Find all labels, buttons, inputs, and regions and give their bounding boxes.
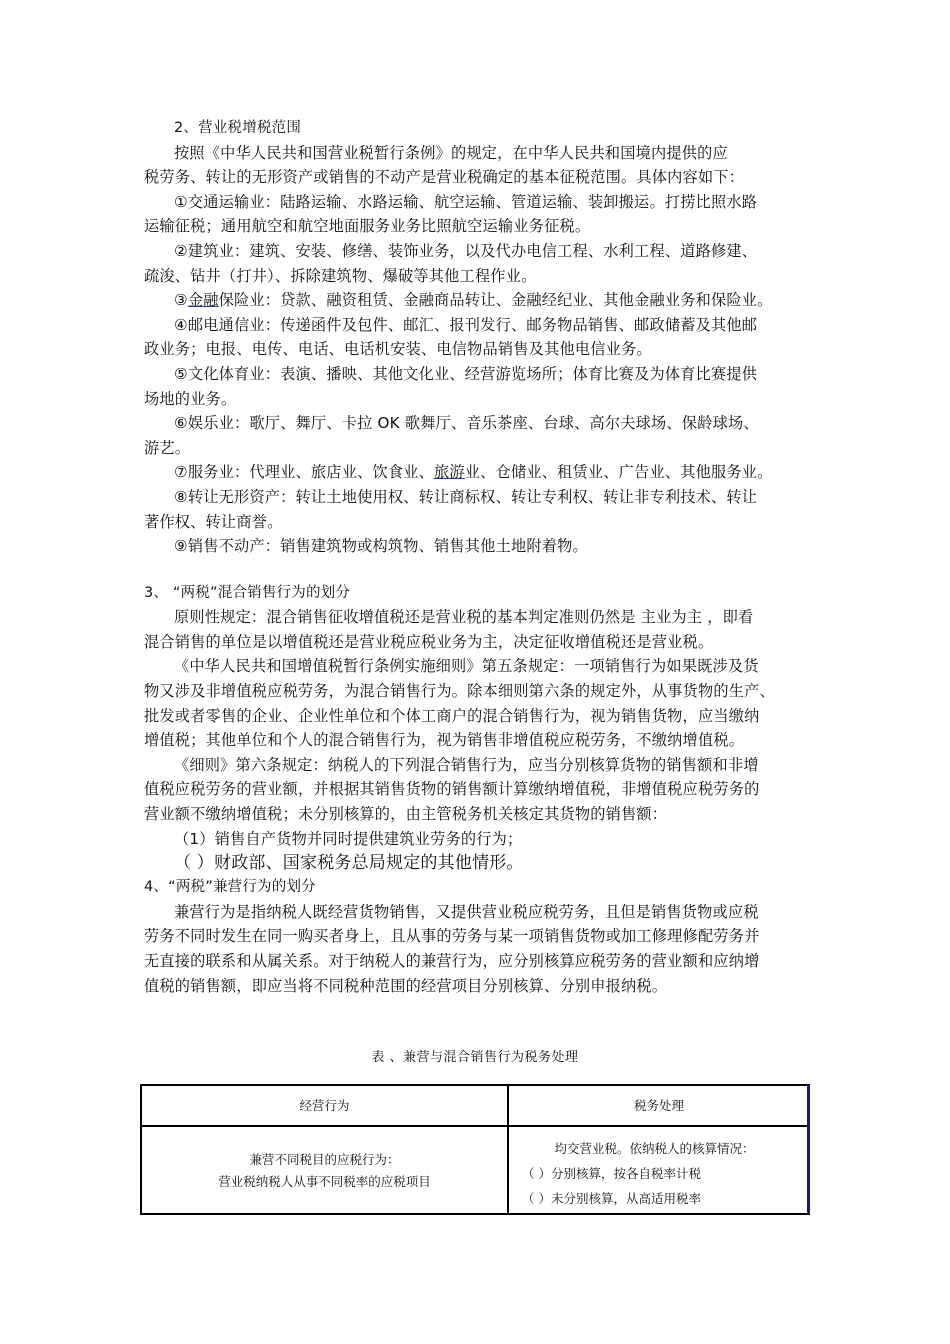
list-item-intangible-cont: 著作权、转让商誉。 bbox=[144, 512, 283, 531]
list-item-text: 业、仓储业、租赁业、广告业、其他服务业。 bbox=[464, 463, 773, 482]
list-item-entertainment-cont: 游艺。 bbox=[144, 438, 191, 457]
list-item-culture: ⑤文化体育业：表演、播映、其他文化业、经营游览场所；体育比赛及为体育比赛提供 bbox=[174, 364, 758, 383]
paragraph-line: 兼营行为是指纳税人既经营货物销售，又提供营业税应税劳务，且但是销售货物或应税 bbox=[174, 902, 759, 921]
spacer bbox=[144, 559, 816, 581]
section-3-heading: 3、 “两税”混合销售行为的划分 bbox=[144, 584, 351, 601]
cell-line: （ ）未分别核算，从高适用税率 bbox=[522, 1191, 701, 1206]
section-4-heading: 4、“两税”兼营行为的划分 bbox=[144, 879, 316, 896]
list-item-construction-cont: 疏浚、钻井（打井）、拆除建筑物、爆破等其他工程作业。 bbox=[144, 266, 537, 285]
paragraph-line: 增值税；其他单位和个人的混合销售行为，视为销售非增值税应税劳务，不缴纳增值税。 bbox=[144, 731, 745, 750]
paragraph-line: 劳务不同时发生在同一购买者身上，且从事的劳务与某一项销售货物或加工修理修配劳务并 bbox=[144, 927, 760, 946]
list-item-service bbox=[144, 460, 816, 485]
paragraph-line: 按照《中华人民共和国营业税暂行条例》的规定，在中华人民共和国境内提供的应 bbox=[174, 143, 728, 162]
list-item-culture-cont: 场地的业务。 bbox=[144, 389, 237, 408]
paragraph-line: 值税的销售额，即应当将不同税种范围的经营项目分别核算、分别申报纳税。 bbox=[144, 976, 668, 995]
cell-line: （ ）分别核算，按各自税率计税 bbox=[522, 1166, 701, 1181]
list-item-post-cont: 政业务；电报、电传、电话、电话机安装、电信物品销售及其他电信业务。 bbox=[144, 340, 652, 359]
section-2-heading: 2、营业税增税范围 bbox=[174, 120, 302, 136]
list-item-construction: ②建筑业：建筑、安装、修缮、装饰业务，以及代办电信工程、水利工程、道路修建、 bbox=[174, 241, 758, 260]
table-cell-activity bbox=[142, 1149, 507, 1193]
table-caption: 表 、兼营与混合销售行为税务处理 bbox=[371, 1050, 579, 1065]
paragraph-line: 税劳务、转让的无形资产或销售的不动产是营业税确定的基本征税范围。具体内容如下： bbox=[144, 168, 745, 187]
paragraph-line: 原则性规定：混合销售征收增值税还是营业税的基本判定准则仍然是 主业为主 ，即看 bbox=[174, 608, 754, 627]
table-header-tax-treatment: 税务处理 bbox=[633, 1098, 684, 1113]
paragraph-line: 营业额不缴纳增值税；未分别核算的，由主管税务机关核定其货物的销售额： bbox=[144, 805, 668, 824]
cell-line: 营业税纳税人从事不同税率的应税项目 bbox=[218, 1174, 431, 1189]
numbered-item: （1）销售自产货物并同时提供建筑业劳务的行为； bbox=[174, 829, 523, 848]
list-item-finance bbox=[144, 288, 816, 313]
document-body bbox=[144, 116, 816, 998]
list-item-text: 保险业：贷款、融资租赁、金融商品转让、金融经纪业、其他金融业务和保险业。 bbox=[218, 291, 773, 310]
paragraph-line: 物又涉及非增值税应税劳务，为混合销售行为。除本细则第六条的规定外，从事货物的生产、 bbox=[144, 682, 775, 701]
list-item-real-estate: ⑨销售不动产：销售建筑物或构筑物、销售其他土地附着物。 bbox=[174, 537, 588, 556]
list-item-entertainment: ⑥娱乐业：歌厅、舞厅、卡拉 OK 歌舞厅、音乐茶座、台球、高尔夫球场、保龄球场、 bbox=[174, 414, 759, 433]
table-cell-treatment bbox=[522, 1136, 807, 1211]
table-divider bbox=[142, 1125, 807, 1127]
cell-line: 兼营不同税目的应税行为： bbox=[249, 1152, 400, 1167]
list-item-transport: ①交通运输业：陆路运输、水路运输、航空运输、管道运输、装卸搬运。打捞比照水路 bbox=[174, 192, 758, 211]
list-item-post: ④邮电通信业：传递函件及包件、邮汇、报刊发行、邮务物品销售、邮政储蓄及其他邮 bbox=[174, 315, 758, 334]
table-header-business-activity: 经营行为 bbox=[299, 1098, 350, 1113]
paragraph-line: 混合销售的单位是以增值税还是营业税应税业务为主，决定征收增值税还是营业税。 bbox=[144, 632, 714, 651]
paragraph-line: 《中华人民共和国增值税暂行条例实施细则》第五条规定：一项销售行为如果既涉及货 bbox=[174, 657, 759, 676]
list-item-transport-cont: 运输征税；通用航空和航空地面服务业务比照航空运输业务征税。 bbox=[144, 217, 591, 236]
paragraph-line: 《细则》第六条规定：纳税人的下列混合销售行为，应当分别核算货物的销售额和非增 bbox=[174, 755, 759, 774]
tax-treatment-table bbox=[140, 1084, 810, 1215]
paragraph-line: 值税应税劳务的营业额，并根据其销售货物的销售额计算缴纳增值税，非增值税应税劳务的 bbox=[144, 780, 760, 799]
list-item-text: ⑦服务业：代理业、旅店业、饮食业、 bbox=[174, 463, 435, 482]
tourism-link[interactable]: 旅游 bbox=[434, 463, 465, 482]
paragraph-line: 无直接的联系和从属关系。对于纳税人的兼营行为，应分别核算应税劳务的营业额和应纳增 bbox=[144, 952, 760, 970]
numbered-item: （ ）财政部、国家税务总局规定的其他情形。 bbox=[174, 853, 524, 874]
list-item-intangible: ⑧转让无形资产：转让土地使用权、转让商标权、转让专利权、转让非专利技术、转让 bbox=[174, 487, 758, 506]
cell-line: 均交营业税。依纳税人的核算情况： bbox=[554, 1141, 755, 1156]
finance-link[interactable]: 金融 bbox=[187, 291, 219, 310]
paragraph-line: 批发或者零售的企业、企业性单位和个体工商户的混合销售行为，视为销售货物，应当缴纳 bbox=[144, 706, 760, 725]
list-marker: ③ bbox=[174, 291, 188, 310]
